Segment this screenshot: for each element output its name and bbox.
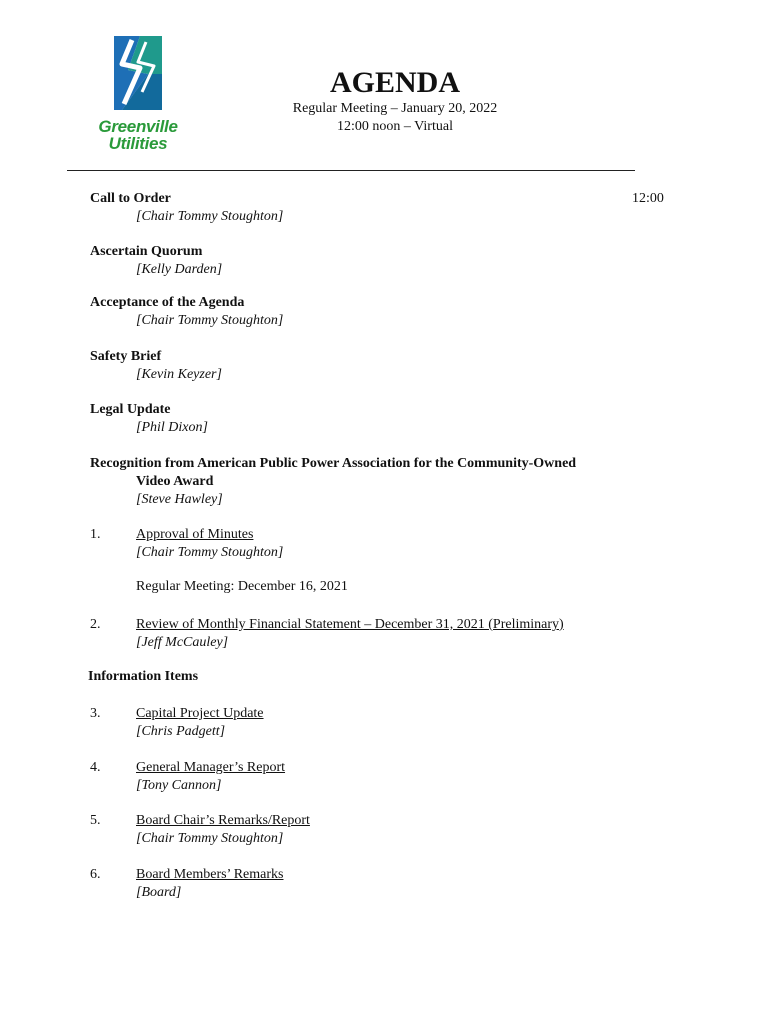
meeting-date: Regular Meeting – January 20, 2022 [292, 101, 498, 116]
item-presenter: [Chair Tommy Stoughton] [136, 313, 284, 328]
item-number: 3. [90, 706, 101, 721]
item-presenter: [Tony Cannon] [136, 778, 222, 793]
item-title: Safety Brief [90, 349, 162, 364]
item-presenter: [Chair Tommy Stoughton] [136, 545, 284, 560]
item-title: Legal Update [90, 402, 171, 417]
agenda-title: AGENDA [329, 66, 460, 99]
agenda-item-3 [90, 705, 264, 741]
item-title-link[interactable]: Board Chair’s Remarks/Report [136, 813, 310, 828]
agenda-item-2 [90, 616, 564, 652]
logo-wordmark [88, 118, 188, 152]
agenda-item-4 [90, 759, 285, 795]
logo-line1: Greenville [98, 117, 178, 136]
item-presenter: [Chair Tommy Stoughton] [136, 209, 284, 224]
agenda-item-safety-brief [90, 348, 222, 384]
item-presenter: [Chris Padgett] [136, 724, 226, 739]
meeting-time-place: 12:00 noon – Virtual [337, 119, 453, 134]
minutes-note: Regular Meeting: December 16, 2021 [136, 579, 348, 594]
item-presenter: [Chair Tommy Stoughton] [136, 831, 284, 846]
agenda-item-legal-update [90, 401, 208, 437]
agenda-item-6 [90, 866, 283, 902]
item-presenter: [Steve Hawley] [136, 492, 223, 507]
item-title: Call to Order [90, 191, 171, 206]
item-presenter: [Board] [136, 885, 182, 900]
item-number: 1. [90, 527, 101, 542]
item-presenter: [Kevin Keyzer] [136, 367, 222, 382]
agenda-item-acceptance-of-agenda [90, 294, 283, 330]
item-presenter: [Jeff McCauley] [136, 635, 229, 650]
item-title-link[interactable]: Review of Monthly Financial Statement – December 31, 2021 (Preliminary) [136, 617, 564, 632]
item-title: Acceptance of the Agenda [90, 295, 245, 310]
start-time: 12:00 [632, 191, 664, 206]
agenda-item-appa-recognition [90, 455, 576, 509]
item-presenter: [Phil Dixon] [136, 420, 208, 435]
item-presenter: [Kelly Darden] [136, 262, 223, 277]
header-divider [67, 170, 635, 171]
item-number: 6. [90, 867, 101, 882]
item-title-link[interactable]: Capital Project Update [136, 706, 264, 721]
logo-line2: Utilities [108, 134, 168, 153]
item-title-link[interactable]: Approval of Minutes [136, 527, 254, 542]
agenda-item-call-to-order [90, 190, 283, 226]
agenda-item-ascertain-quorum [90, 243, 222, 279]
item-title: Ascertain Quorum [90, 244, 203, 259]
logo-bolt-icon [88, 34, 188, 114]
item-title-continued: Video Award [136, 474, 214, 489]
item-number: 4. [90, 760, 101, 775]
item-title-link[interactable]: General Manager’s Report [136, 760, 286, 775]
agenda-item-1 [90, 526, 283, 562]
item-title-link[interactable]: Board Members’ Remarks [136, 867, 284, 882]
greenville-utilities-logo [88, 34, 188, 156]
item-title: Recognition from American Public Power Association for the Community-Owned [90, 456, 577, 471]
agenda-item-5 [90, 812, 310, 848]
information-items-heading: Information Items [88, 669, 199, 684]
item-number: 5. [90, 813, 101, 828]
item-number: 2. [90, 617, 101, 632]
